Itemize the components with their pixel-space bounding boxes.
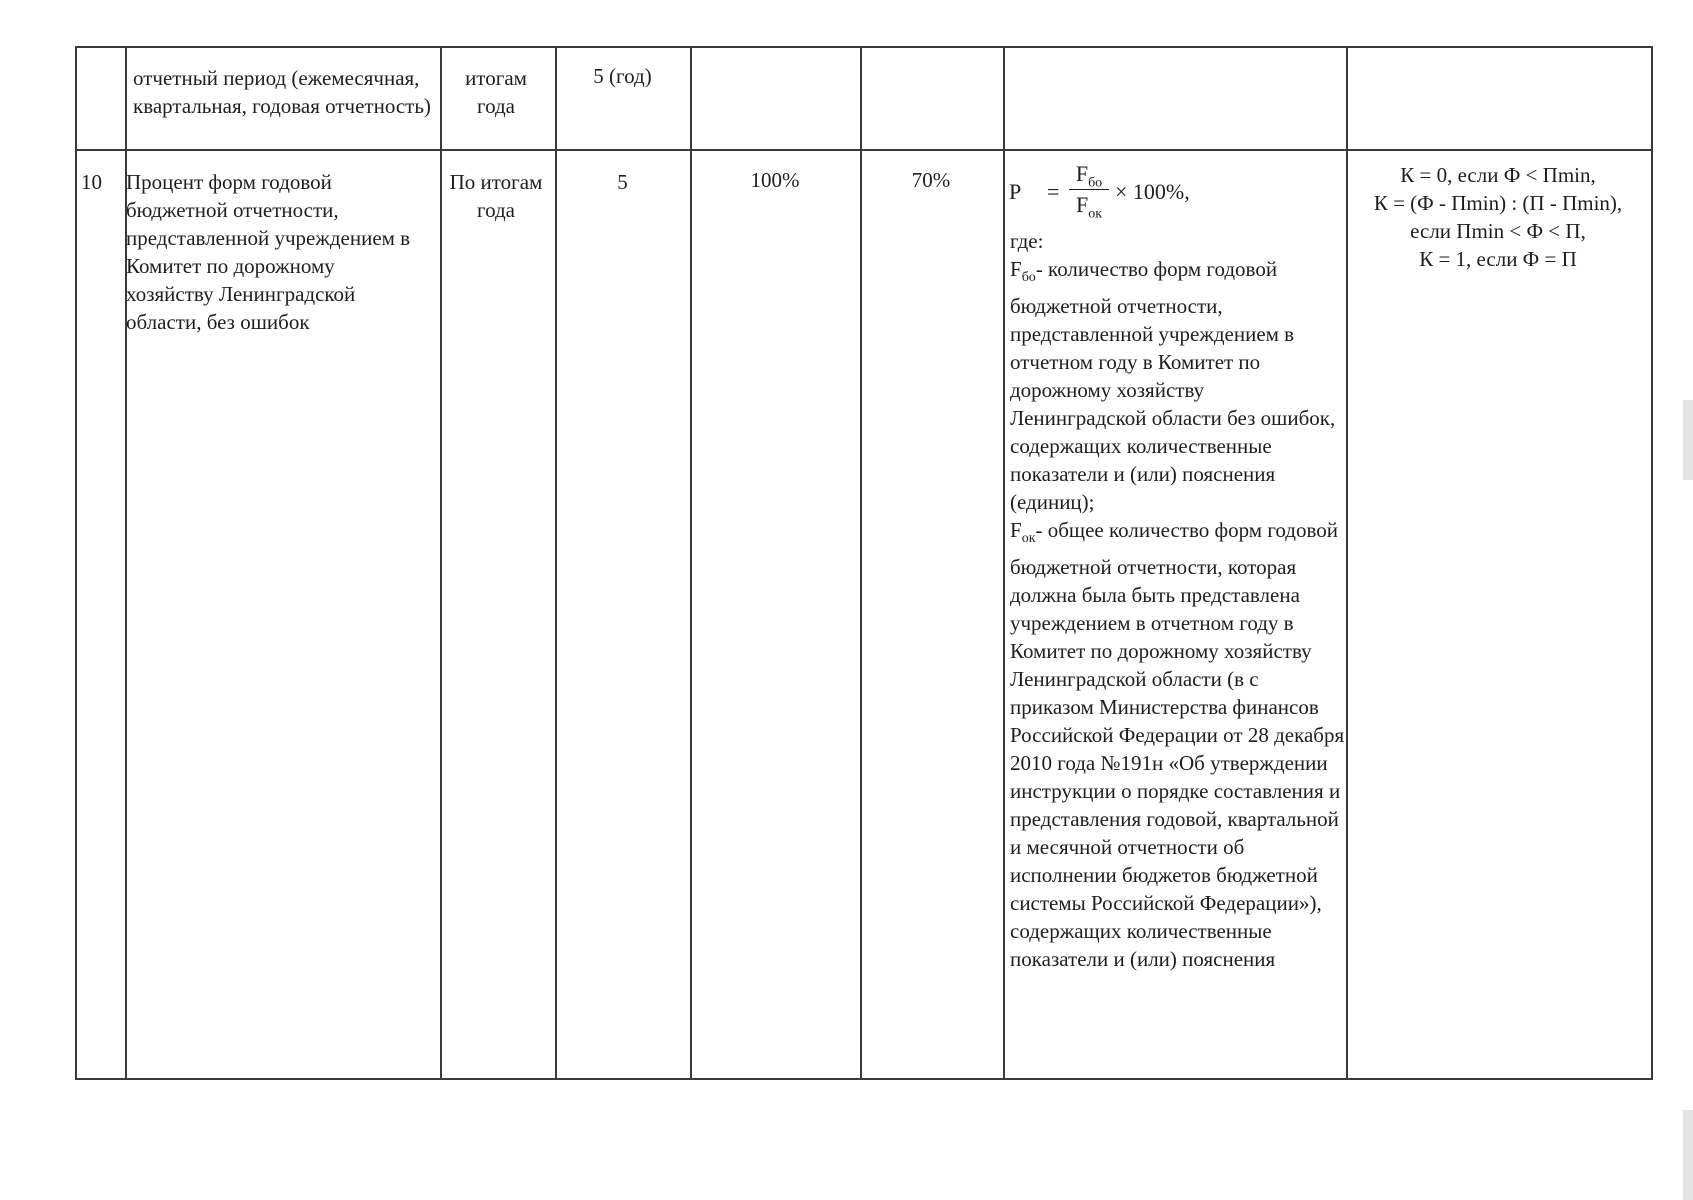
table-border-bottom bbox=[75, 1078, 1653, 1080]
formula-lhs: P bbox=[1009, 179, 1022, 204]
table-border-top bbox=[75, 46, 1653, 48]
plan-value: 100% bbox=[750, 168, 800, 192]
table-border-left bbox=[75, 46, 77, 1080]
min-value: 70% bbox=[911, 168, 951, 192]
formula-denominator: $F_{ок}$ bbox=[1075, 192, 1103, 222]
definition-f-bo: $F_{бо}-$ количество форм годовой бюджетной отчетности, представленной учреждением в отчетном году в Комитет по дорожному хозяйству Ленинградской области без ошибок, содержащих количественные показатели и (или) пояснения (единиц); bbox=[1010, 257, 1336, 515]
col-divider-5 bbox=[860, 46, 862, 1080]
where-label: где: bbox=[1010, 229, 1044, 253]
col-divider-4 bbox=[690, 46, 692, 1080]
top-row-weight: 5 (год) bbox=[593, 64, 652, 88]
coefficient-rule: К = 0, если Ф < Пmin, К = (Ф - Пmin) : (П - Пmin), если Пmin < Ф < П, К = 1, если Ф = П bbox=[1373, 163, 1623, 271]
col-divider-3 bbox=[555, 46, 557, 1080]
col-divider-6 bbox=[1003, 46, 1005, 1080]
row-divider bbox=[75, 149, 1653, 151]
top-row-periodicity: итогам года bbox=[465, 66, 527, 118]
weight: 5 bbox=[617, 170, 628, 194]
top-row-indicator: отчетный период (ежемесячная, квартальная, годовая отчетность) bbox=[133, 66, 431, 118]
calculation-formula bbox=[1009, 161, 1339, 221]
col-divider-2 bbox=[440, 46, 442, 1080]
scan-edge-artifact bbox=[1683, 400, 1693, 480]
definition-f-ok: $F_{ок}-$ общее количество форм годовой бюджетной отчетности, которая должна была быть представлена учреждением в отчетном году в Комитет по дорожному хозяйству Ленинградской области (в с приказом Министерства финансов Российской Федерации от 28 декабря 2010 года №191н «Об утверждении инструкции о порядке составления и представления годовой, квартальной и месячной отчетности об исполнении бюджетов бюджетной системы Российской Федерации»), содержащих количественные показатели и (или) пояснения bbox=[1010, 518, 1345, 972]
formula-fraction bbox=[1069, 161, 1109, 222]
row-number: 10 bbox=[81, 170, 102, 194]
formula-numerator: $F_{бо}$ bbox=[1075, 161, 1103, 191]
scan-edge-artifact bbox=[1683, 1110, 1693, 1200]
formula-definitions bbox=[1010, 227, 1345, 973]
periodicity: По итогам года bbox=[449, 170, 543, 222]
table-border-right bbox=[1651, 46, 1653, 1080]
indicator-name: Процент форм годовой бюджетной отчетности, представленной учреждением в Комитет по дорожному хозяйству Ленинградской области, без ошибок bbox=[126, 170, 411, 334]
formula-equals: = bbox=[1047, 179, 1060, 204]
formula-multiplier: × 100%, bbox=[1115, 179, 1190, 204]
